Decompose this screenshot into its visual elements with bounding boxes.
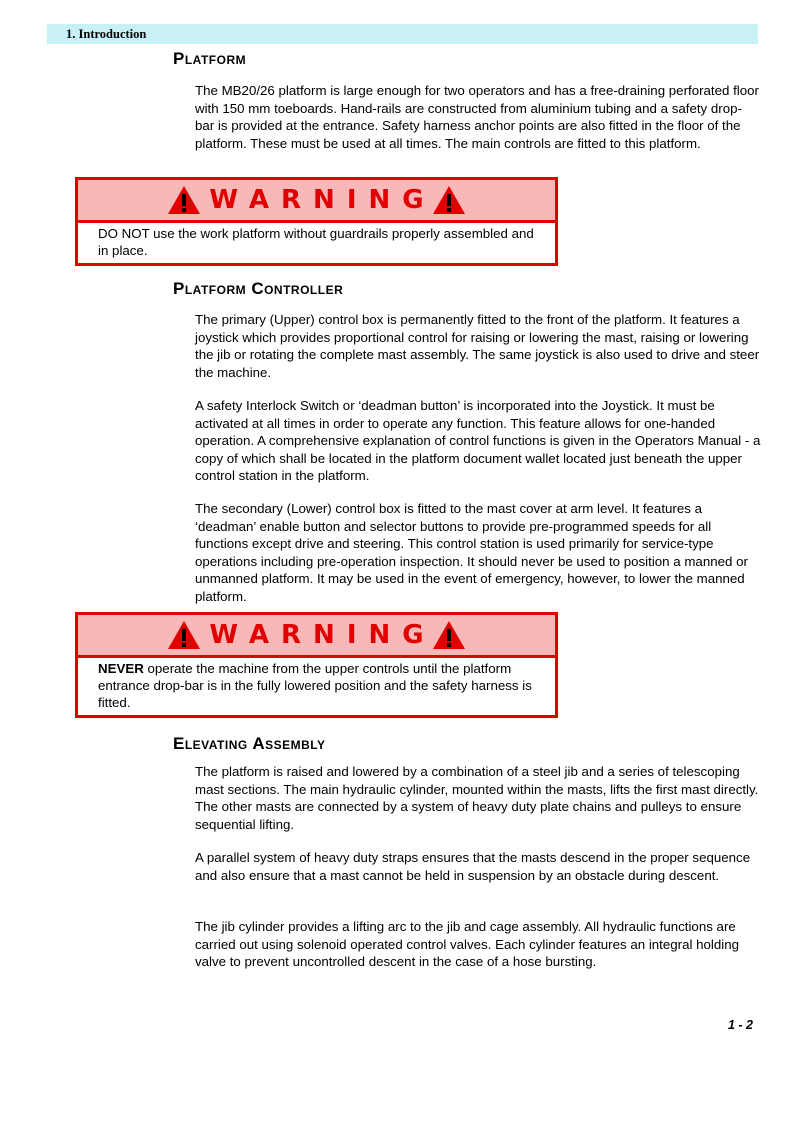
paragraph-elevating-3: The jib cylinder provides a lifting arc to the jib and cage assembly. All hydraulic functions are carried out using solenoid operated control valves. Each cylinder features an integral holding valve to prevent uncontrolled descent in the case of a hose bursting. xyxy=(195,919,740,970)
heading-platform: Platform xyxy=(173,49,247,68)
warning-banner xyxy=(78,180,555,223)
warning-box-drop-bar xyxy=(75,612,558,718)
warning-title: WARNING xyxy=(209,620,436,650)
warning-triangle-icon xyxy=(432,185,466,215)
warning-banner xyxy=(78,615,555,658)
paragraph-elevating-2: A parallel system of heavy duty straps ensures that the masts descend in the proper sequence and also ensure that a mast cannot be held in suspension by an obstacle during descent. xyxy=(195,850,751,883)
warning-triangle-icon xyxy=(167,620,201,650)
warning-text xyxy=(78,658,555,715)
warning-box-guardrails xyxy=(75,177,558,266)
warning-text xyxy=(78,223,555,263)
warning-text-body: DO NOT use the work platform without guardrails properly assembled and in place. xyxy=(98,226,534,258)
section-title: 1. Introduction xyxy=(66,27,147,41)
warning-triangle-icon xyxy=(432,620,466,650)
warning-triangle-icon xyxy=(167,185,201,215)
heading-elevating-assembly: Elevating Assembly xyxy=(173,734,326,753)
paragraph-controller-3: The secondary (Lower) control box is fitted to the mast cover at arm level. It features a ‘deadman’ enable button and selector buttons to provide pre-programmed speeds for all functions except drive and steering. This control station is used primarily for service-type operations including pre-operation inspection. It should never be used to position a manned or unmanned platform. It may be used in the event of emergency, however, to lower the manned platform. xyxy=(195,501,748,604)
paragraph-controller-2: A safety Interlock Switch or ‘deadman button’ is incorporated into the Joystick. It must be activated at all times in order to operate any function. This feature allows for one-handed operation. A comprehensive explanation of control functions is given in the Operators Manual - a copy of which shall be located in the platform document wallet located just beneath the upper control station in the platform. xyxy=(195,398,761,484)
warning-text-emphasis: NEVER xyxy=(98,661,144,676)
section-header-bar xyxy=(47,24,758,44)
paragraph-controller-1: The primary (Upper) control box is permanently fitted to the front of the platform. It features a joystick which provides proportional control for raising or lowering the mast, raising or lowering the jib or rotating the complete mast assembly. The same joystick is also used to drive and steer the machine. xyxy=(195,312,760,380)
paragraph-platform-1: The MB20/26 platform is large enough for two operators and has a free-draining perforated floor with 150 mm toeboards. Hand-rails are constructed from aluminium tubing and a safety drop-bar is provided at the entrance. Safety harness anchor points are also fitted in the floor of the platform. These must be used at all times. The main controls are fitted to this platform. xyxy=(195,83,759,151)
warning-text-body: operate the machine from the upper controls until the platform entrance drop-bar is in the fully lowered position and the safety harness is fitted. xyxy=(98,661,532,710)
page-number: 1 - 2 xyxy=(728,1018,754,1032)
warning-title: WARNING xyxy=(209,185,436,215)
paragraph-elevating-1: The platform is raised and lowered by a combination of a steel jib and a series of telescoping mast sections. The main hydraulic cylinder, mounted within the masts, lifts the first mast directly. The other masts are connected by a system of heavy duty plate chains and pulleys to ensure sequential lifting. xyxy=(195,764,759,832)
heading-platform-controller: Platform Controller xyxy=(173,279,344,298)
